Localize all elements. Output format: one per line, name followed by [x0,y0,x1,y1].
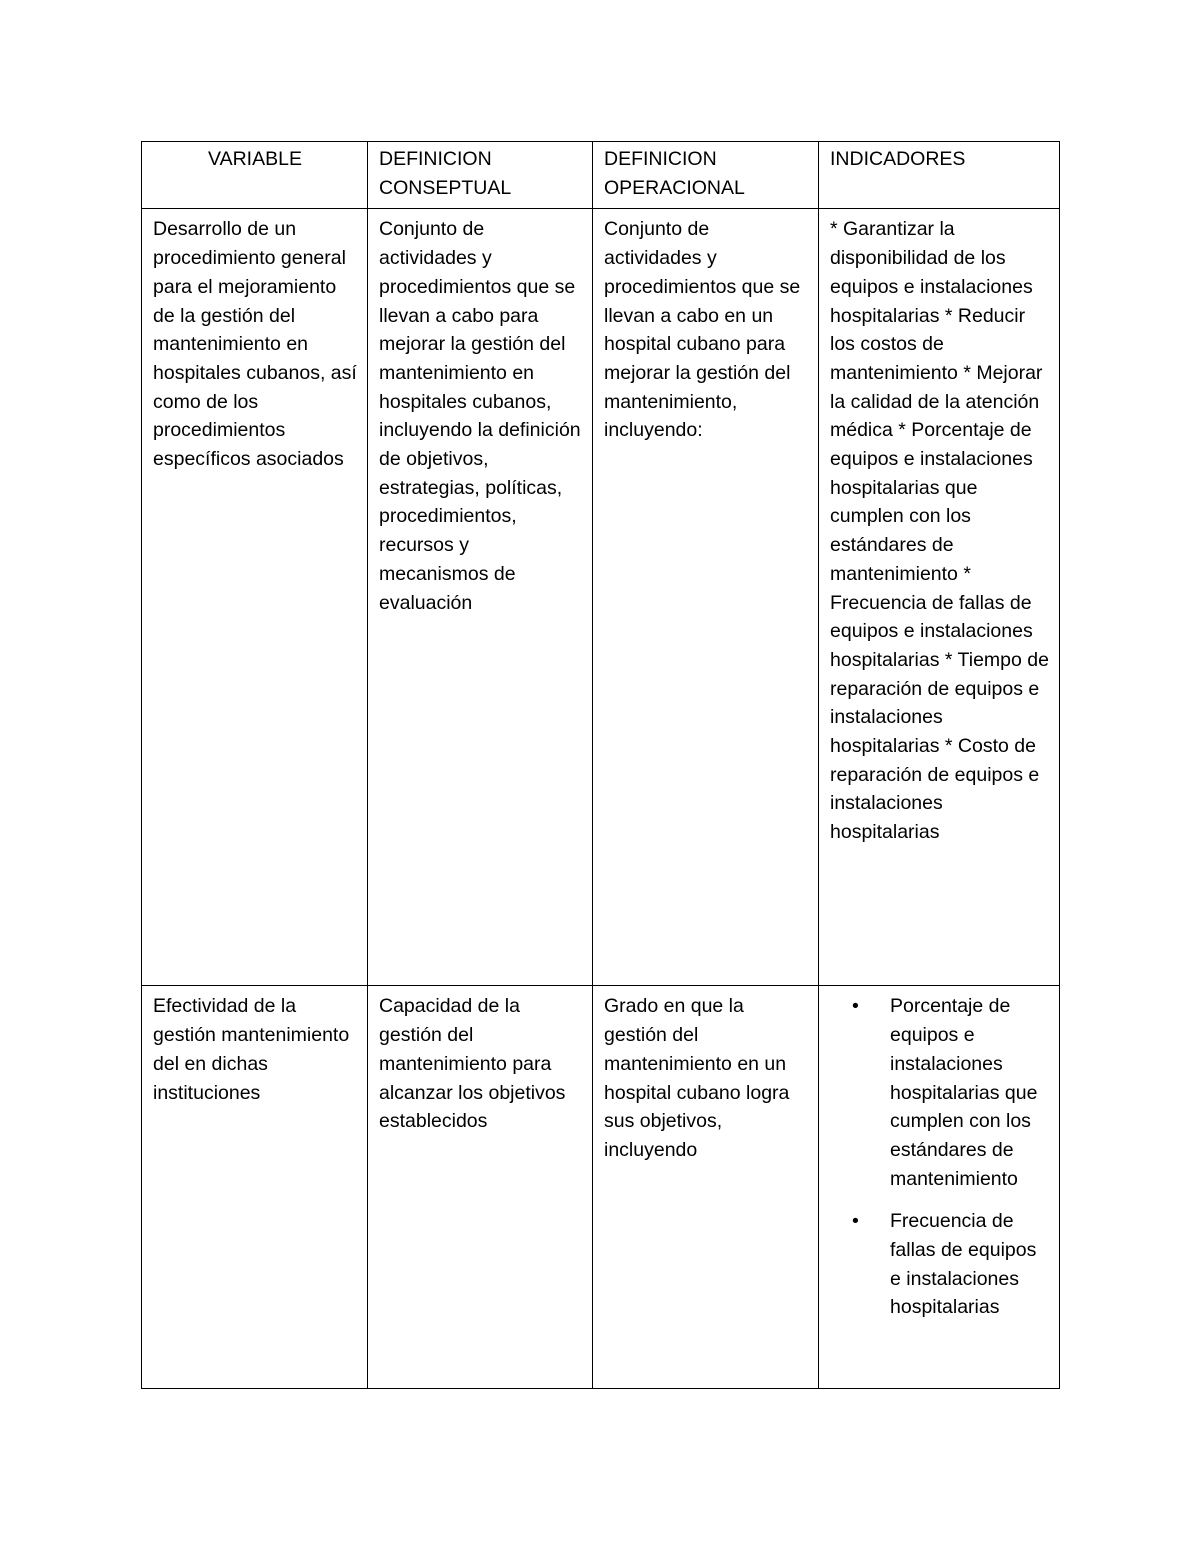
cell-definicion-conseptual: Conjunto de actividades y procedimientos que se llevan a cabo para mejorar la gestión del mantenimiento en hospitales cubanos, incluyendo la definición de objetivos, estrategias, políticas, procedimientos, recursos y mecanismos de evaluación [368,209,593,986]
cell-definicion-conseptual: Capacidad de la gestión del mantenimiento para alcanzar los objetivos establecidos [368,986,593,1389]
cell-indicadores: * Garantizar la disponibilidad de los equipos e instalaciones hospitalarias * Reducir los costos de mantenimiento * Mejorar la calidad de la atención médica * Porcentaje de equipos e instalaciones hospitalarias que cumplen con los estándares de mantenimiento * Frecuencia de fallas de equipos e instalaciones hospitalarias * Tiempo de reparación de equipos e instalaciones hospitalarias * Costo de reparación de equipos e instalaciones hospitalarias [819,209,1060,986]
operationalization-table [141,141,1060,1389]
list-item-text: Frecuencia de fallas de equipos e instalaciones hospitalarias [890,1210,1037,1319]
cell-indicadores-list [819,986,1060,1389]
list-item [852,992,1049,1193]
header-indicadores: INDICADORES [819,142,1060,209]
header-variable: VARIABLE [142,142,368,209]
header-definicion-operacional: DEFINICION OPERACIONAL [593,142,819,209]
bullet-icon: • [852,995,859,1018]
list-item-text: Porcentaje de equipos e instalaciones hospitalarias que cumplen con los estándares de mantenimiento [890,995,1038,1190]
indicadores-bullet-list [830,992,1049,1322]
list-item [852,1207,1049,1322]
header-definicion-conseptual: DEFINICION CONSEPTUAL [368,142,593,209]
table-row [142,209,1060,986]
bullet-icon: • [852,1210,859,1233]
table-row [142,986,1060,1389]
cell-definicion-operacional: Conjunto de actividades y procedimientos que se llevan a cabo en un hospital cubano para mejorar la gestión del mantenimiento, incluyendo: [593,209,819,986]
cell-variable: Desarrollo de un procedimiento general para el mejoramiento de la gestión del mantenimiento en hospitales cubanos, así como de los procedimientos específicos asociados [142,209,368,986]
table-header-row [142,142,1060,209]
cell-variable: Efectividad de la gestión mantenimiento del en dichas instituciones [142,986,368,1389]
cell-definicion-operacional: Grado en que la gestión del mantenimiento en un hospital cubano logra sus objetivos, incluyendo [593,986,819,1389]
